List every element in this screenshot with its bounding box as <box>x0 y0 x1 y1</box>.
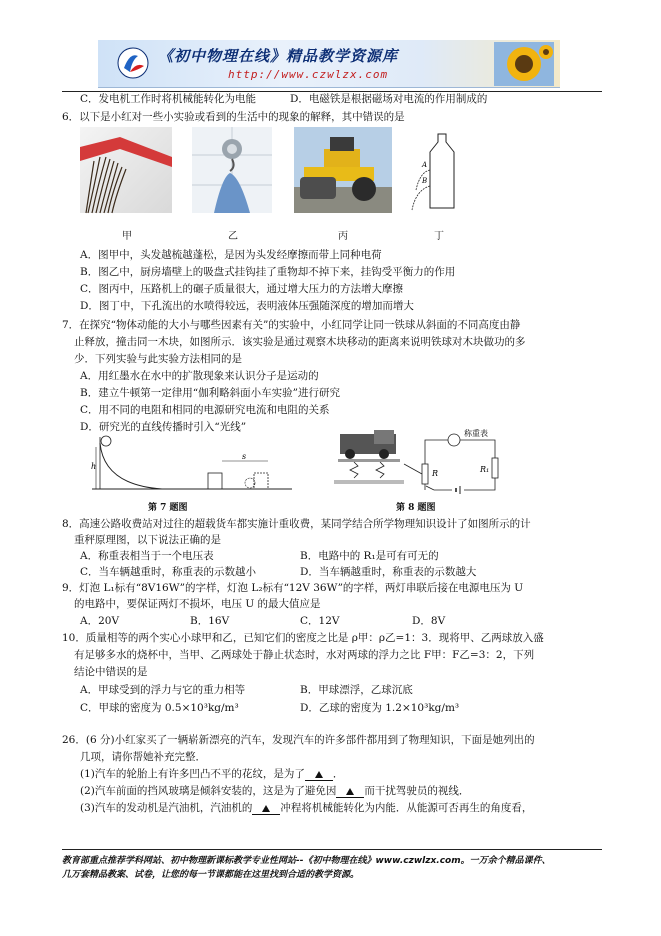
q8-line-2: 重秤原理图，以下说法正确的是 <box>74 534 221 546</box>
q9-option-c: C．12V <box>300 615 340 627</box>
q6-option-c: C．图丙中，压路机上的碾子质量很大，通过增大压力的方法增大摩擦 <box>80 283 404 295</box>
q7-option-b: B．建立牛顿第一定律用“伽利略斜面小车实验”进行研究 <box>80 387 340 399</box>
q26-line-1: 26．(6 分)小红家买了一辆崭新漂亮的汽车，发现汽车的许多部件都用到了物理知识，下面是她列出的 <box>62 734 535 746</box>
q10-line-3: 结论中错误的是 <box>74 666 148 678</box>
banner-url[interactable]: http://www.czwlzx.com <box>228 68 389 81</box>
figure-yi-suction-hook <box>192 127 272 213</box>
triangle-icon <box>346 788 354 795</box>
answer-blank-1[interactable] <box>305 768 333 781</box>
q8-option-a: A．称重表相当于一个电压表 <box>80 550 214 562</box>
hair-comb-image <box>80 127 172 213</box>
q5-option-c: C．发电机工作时将机械能转化为电能 <box>80 93 257 105</box>
q26-item-2-end: 而干扰驾驶员的视线． <box>364 785 470 797</box>
q26-item-1 <box>80 767 343 781</box>
figure-7-ramp-diagram <box>92 433 292 495</box>
q26-item-3 <box>80 801 532 815</box>
q26-item-1-end: ． <box>332 768 344 780</box>
triangle-icon <box>315 771 323 778</box>
label-h: h <box>91 462 97 471</box>
q5-option-d: D．电磁铁是根据磁场对电流的作用制成的 <box>290 93 488 105</box>
caption-jia: 甲 <box>122 231 132 242</box>
label-r1: R₁ <box>480 465 490 474</box>
label-s: s <box>242 452 247 461</box>
q7-line-1: 7．在探究“物体动能的大小与哪些因素有关”的实验中，小红同学让同一铁球从斜面的不同高度由静 <box>62 319 521 331</box>
q9-option-a: A．20V <box>80 615 120 627</box>
caption-ding: 丁 <box>434 231 444 242</box>
q26-line-2: 几项，请你帮她补充完整． <box>80 751 206 763</box>
figure-bing-road-roller <box>294 127 392 213</box>
label-a: A <box>422 161 428 169</box>
q7-option-c: C．用不同的电阻和相同的电源研究电流和电阻的关系 <box>80 404 330 416</box>
q8-line-1: 8．高速公路收费站对过往的超载货车都实施计重收费，某同学结合所学物理知识设计了如图所示的计 <box>62 518 531 530</box>
figure-jia-hair <box>80 127 172 213</box>
footer-line-1: 教育部重点推荐学科网站、初中物理新课标教学专业性网站--《初中物理在线》www.czwlzx.com。一万余个精品课件、 <box>62 856 551 866</box>
q8-option-b: B．电路中的 R₁是可有可无的 <box>300 550 439 562</box>
q26-item-2-text: (2)汽车前面的挡风玻璃是倾斜安装的，这是为了避免因 <box>80 785 337 797</box>
logo-icon <box>116 46 150 80</box>
label-b: B <box>422 177 428 185</box>
wood-block-icon <box>208 473 222 489</box>
q7-line-2: 止释放，撞击同一木块，如图所示．该实验是通过观察木块移动的距离来说明铁球对木块做功的多 <box>74 336 526 348</box>
q6-option-a: A．图甲中，头发越梳越蓬松，是因为头发经摩擦而带上同种电荷 <box>80 249 382 261</box>
q9-option-b: B．16V <box>190 615 230 627</box>
answer-blank-2[interactable] <box>336 785 364 798</box>
q10-option-a: A．甲球受到的浮力与它的重力相等 <box>80 684 246 696</box>
water-bottle-diagram <box>410 130 465 212</box>
caption-yi: 乙 <box>228 231 238 242</box>
road-roller-image <box>294 127 392 213</box>
q9-line-1: 9．灯泡 L₁标有“8V16W”的字样，灯泡 L₂标有“12V 36W”的字样，两灯串联后接在电源电压为 U <box>62 582 524 594</box>
q8-option-c: C．当车辆越重时，称重表的示数越小 <box>80 566 257 578</box>
q7-option-d: D．研究光的直线传播时引入“光线” <box>80 421 247 433</box>
q26-item-3-text: (3)汽车的发动机是汽油机，汽油机的 <box>80 802 253 814</box>
q26-item-1-text: (1)汽车的轮胎上有许多凹凸不平的花纹，是为了 <box>80 768 305 780</box>
sunflower-icon <box>494 42 554 86</box>
label-weighing-meter: 称重表 <box>464 429 488 438</box>
footer-line-2: 几万套精品教案、试卷，让您的每一节课都能在这里找到合适的教学资源。 <box>62 870 360 880</box>
q6-stem: 6．以下是小红对一些小实验或看到的生活中的现象的解释，其中错误的是 <box>62 111 405 123</box>
q9-line-2: 的电路中，要保证两灯不损坏，电压 U 的最大值应是 <box>74 598 321 610</box>
q10-option-d: D．乙球的密度为 1.2×10³kg/m³ <box>300 702 460 714</box>
q10-line-2: 有足够多水的烧杯中，当甲、乙两球处于静止状态时，水对两球的浮力之比 F甲：F乙=3：2，下列 <box>74 649 535 661</box>
suction-hook-image <box>192 127 272 213</box>
q6-option-b: B．图乙中，厨房墙壁上的吸盘式挂钩挂了重物却不掉下来，挂钩受平衡力的作用 <box>80 266 456 278</box>
q6-option-d: D．图丁中，下孔流出的水喷得较远，表明液体压强随深度的增加而增大 <box>80 300 414 312</box>
figure-ding-water-bottle <box>410 130 465 212</box>
meter-icon <box>448 434 460 446</box>
ball-icon <box>101 436 111 446</box>
answer-blank-3[interactable] <box>252 802 280 815</box>
caption-bing: 丙 <box>338 231 348 242</box>
q10-option-c: C．甲球的密度为 0.5×10³kg/m³ <box>80 702 239 714</box>
q10-option-b: B．甲球漂浮，乙球沉底 <box>300 684 413 696</box>
q26-item-3-end: 冲程将机械能转化为内能．从能源可否再生的角度看， <box>280 802 533 814</box>
q8-option-d: D．当车辆越重时，称重表的示数越大 <box>300 566 477 578</box>
footer-rule <box>62 849 602 850</box>
figure-8-caption: 第 8 题图 <box>396 503 436 513</box>
q7-line-3: 少．下列实验与此实验方法相同的是 <box>74 353 242 365</box>
figure-8-weighing-circuit <box>334 428 514 494</box>
figure-7-caption: 第 7 题图 <box>148 503 188 513</box>
banner-title: 《初中物理在线》精品教学资源库 <box>158 47 399 65</box>
q7-option-a: A．用红墨水在水中的扩散现象来认识分子是运动的 <box>80 370 319 382</box>
q26-item-2 <box>80 784 469 798</box>
q10-line-1: 10．质量相等的两个实心小球甲和乙，已知它们的密度之比是 ρ甲：ρ乙=1：3．现将甲、乙两球放入盛 <box>62 632 544 644</box>
label-r: R <box>432 469 439 478</box>
triangle-icon <box>262 805 270 812</box>
q9-option-d: D．8V <box>412 615 446 627</box>
header-banner <box>98 40 560 88</box>
